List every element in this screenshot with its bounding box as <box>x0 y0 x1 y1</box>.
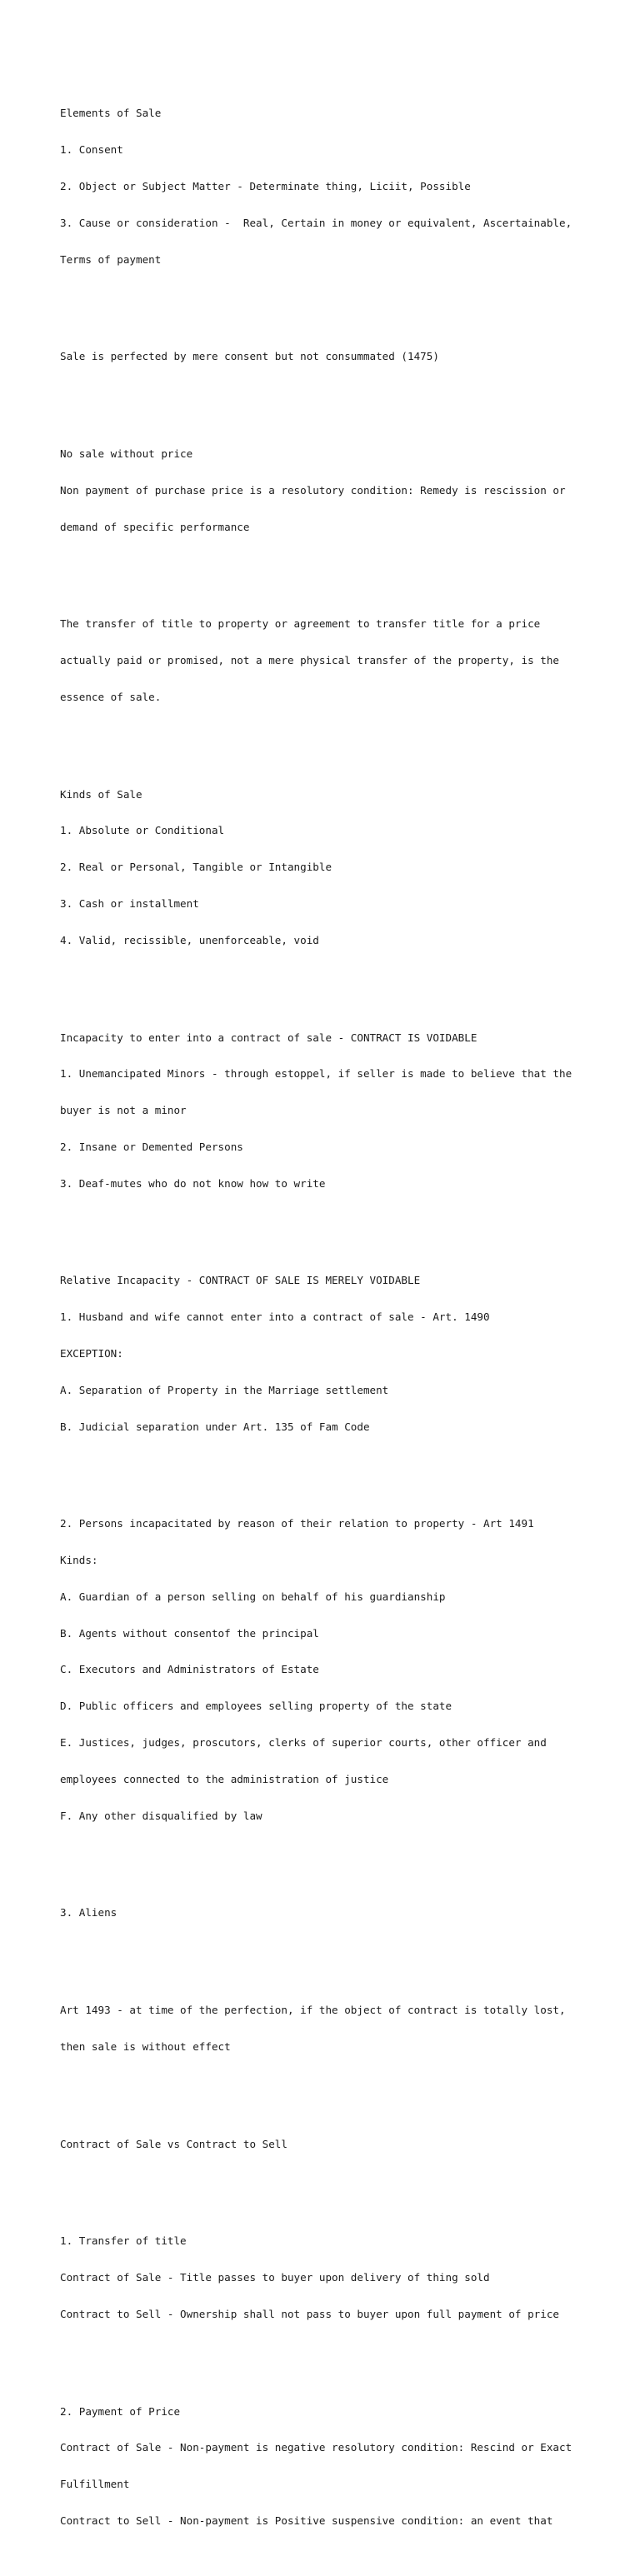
text-line: Kinds: <box>60 1554 98 1567</box>
text-line: demand of specific performance <box>60 520 250 533</box>
text-line: 3. Deaf-mutes who do not know how to write <box>60 1176 326 1190</box>
text-line: A. Guardian of a person selling on behalf of his guardianship <box>60 1590 446 1603</box>
text-line: then sale is without effect <box>60 2039 231 2053</box>
text-line: Kinds of Sale <box>60 787 142 801</box>
paragraph-persons-incapacitated <box>60 1494 627 1846</box>
text-line: F. Any other disqualified by law <box>60 1809 262 1822</box>
paragraph-elements-of-sale <box>60 83 627 290</box>
text-line: B. Agents without consentof the principal <box>60 1626 319 1640</box>
text-line: 1. Absolute or Conditional <box>60 824 225 837</box>
text-line: actually paid or promised, not a mere physical transfer of the property, is the <box>60 654 559 667</box>
paragraph-aliens <box>60 1883 627 1944</box>
text-line: A. Separation of Property in the Marriage settlement <box>60 1383 389 1396</box>
paragraph-art-1493 <box>60 1980 627 2078</box>
paragraph-payment-of-price <box>60 2381 627 2551</box>
text-line: Sale is perfected by mere consent but not consummated (1475) <box>60 350 439 363</box>
text-line: Contract to Sell - Ownership shall not pass to buyer upon full payment of price <box>60 2307 559 2320</box>
text-line: 1. Consent <box>60 143 123 157</box>
text-line: 2. Insane or Demented Persons <box>60 1140 243 1153</box>
text-line: Terms of payment <box>60 252 162 266</box>
paragraph-perfection <box>60 327 627 387</box>
text-line: Fulfillment <box>60 2478 130 2491</box>
text-line: 3. Cash or installment <box>60 896 199 910</box>
text-line: Relative Incapacity - CONTRACT OF SALE IS MERELY VOIDABLE <box>60 1274 421 1287</box>
text-line: Incapacity to enter into a contract of sale - CONTRACT IS VOIDABLE <box>60 1031 478 1044</box>
text-line: Art 1493 - at time of the perfection, if the object of contract is totally lost, <box>60 2004 566 2016</box>
paragraph-kinds-of-sale <box>60 764 627 971</box>
text-line: employees connected to the administration of justice <box>60 1772 389 1785</box>
text-line: Contract of Sale - Title passes to buyer upon delivery of thing sold <box>60 2271 490 2284</box>
paragraph-transfer-of-title <box>60 594 627 728</box>
text-line: 1. Transfer of title <box>60 2234 187 2248</box>
paragraph-sale-vs-sell <box>60 2114 627 2174</box>
text-line: B. Judicial separation under Art. 135 of Fam Code <box>60 1420 370 1433</box>
text-line: 2. Object or Subject Matter - Determinate thing, Liciit, Possible <box>60 179 471 192</box>
text-line: The transfer of title to property or agreement to transfer title for a price <box>60 617 541 631</box>
paragraph-relative-incapacity <box>60 1251 627 1457</box>
text-line: Contract to Sell - Non-payment is Positive suspensive condition: an event that <box>60 2514 553 2527</box>
text-line: D. Public officers and employees selling property of the state <box>60 1700 452 1713</box>
text-line: Elements of Sale <box>60 107 162 120</box>
text-line: Contract of Sale - Non-payment is negative resolutory condition: Rescind or Exact <box>60 2441 572 2454</box>
text-line: 2. Persons incapacitated by reason of their relation to property - Art 1491 <box>60 1517 534 1530</box>
paragraph-incapacity <box>60 1007 627 1214</box>
text-line: 1. Husband and wife cannot enter into a contract of sale - Art. 1490 <box>60 1310 490 1324</box>
text-line: 3. Aliens <box>60 1906 118 1920</box>
paragraph-no-sale-without-price <box>60 424 627 558</box>
text-line: 2. Real or Personal, Tangible or Intangible <box>60 861 332 874</box>
text-line: 2. Payment of Price <box>60 2404 181 2418</box>
text-line: C. Executors and Administrators of Estate <box>60 1663 319 1676</box>
text-line: 1. Unemancipated Minors - through estoppel, if seller is made to believe that the <box>60 1067 572 1081</box>
text-line: 4. Valid, recissible, unenforceable, void <box>60 933 319 946</box>
text-line: No sale without price <box>60 447 193 460</box>
text-line: essence of sale. <box>60 690 162 703</box>
text-line: Non payment of purchase price is a resolutory condition: Remedy is rescission or <box>60 483 566 497</box>
text-line: buyer is not a minor <box>60 1104 187 1117</box>
document-page <box>60 59 627 2576</box>
paragraph-transfer-title-comparison <box>60 2211 627 2345</box>
text-line: 3. Cause or consideration - Real, Certain in money or equivalent, Ascertainable, <box>60 216 572 229</box>
text-line: Contract of Sale vs Contract to Sell <box>60 2137 288 2150</box>
text-line: E. Justices, judges, proscutors, clerks of superior courts, other officer and <box>60 1735 547 1749</box>
text-line: EXCEPTION: <box>60 1346 123 1360</box>
